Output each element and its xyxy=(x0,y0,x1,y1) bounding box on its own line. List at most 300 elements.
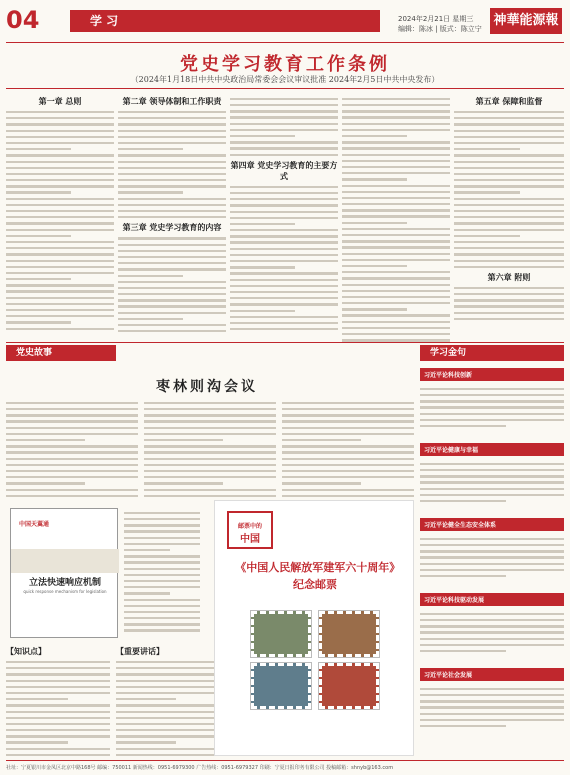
text-line xyxy=(124,586,200,588)
text-line xyxy=(6,711,110,713)
text-lines xyxy=(230,186,338,331)
text-line xyxy=(124,580,200,582)
article-col-2 xyxy=(118,94,226,342)
text-line xyxy=(230,322,338,324)
text-line xyxy=(6,253,114,255)
text-line xyxy=(124,561,200,563)
text-line xyxy=(230,129,338,131)
text-line xyxy=(118,111,226,113)
text-line xyxy=(6,470,138,472)
text-line xyxy=(124,530,200,532)
text-line xyxy=(454,148,520,150)
quote-text xyxy=(420,459,564,509)
book-cover-image xyxy=(10,508,118,638)
text-line xyxy=(144,470,276,472)
text-line xyxy=(118,154,226,156)
book-publisher: 中国天翼通 xyxy=(19,521,50,528)
chapter-2-heading: 第二章 领导体制和工作职责 xyxy=(122,96,222,106)
text-line xyxy=(342,333,450,335)
text-line xyxy=(454,130,564,132)
text-line xyxy=(454,167,564,169)
text-line xyxy=(118,148,183,150)
text-line xyxy=(420,631,564,633)
text-line xyxy=(124,629,200,631)
text-line xyxy=(116,717,216,719)
text-line xyxy=(342,209,450,211)
text-line xyxy=(6,427,138,429)
text-line xyxy=(342,253,450,255)
text-line xyxy=(6,489,138,491)
text-line xyxy=(230,116,338,118)
text-line xyxy=(118,130,226,132)
text-line xyxy=(282,408,414,410)
text-line xyxy=(454,204,564,206)
text-line xyxy=(116,741,176,743)
text-line xyxy=(230,110,338,112)
story-col-3 xyxy=(282,398,414,500)
text-line xyxy=(282,445,414,447)
text-line xyxy=(144,420,276,422)
text-line xyxy=(342,147,450,149)
text-line xyxy=(124,518,200,520)
date-line-1: 2024年2月21日 星期三 xyxy=(398,15,474,23)
text-line xyxy=(454,123,564,125)
text-line xyxy=(230,266,295,268)
text-line xyxy=(118,173,226,175)
text-line xyxy=(282,433,414,435)
text-line xyxy=(454,229,564,231)
book-subtitle: quick response mechanism for legislation xyxy=(23,589,107,594)
text-line xyxy=(454,154,564,156)
page-number: 04 xyxy=(6,6,40,34)
text-line xyxy=(420,500,506,502)
text-line xyxy=(454,216,564,218)
text-line xyxy=(116,680,216,682)
text-line xyxy=(454,235,520,237)
text-line xyxy=(124,617,200,619)
text-line xyxy=(6,216,114,218)
text-line xyxy=(342,296,450,298)
text-line xyxy=(116,667,216,669)
quotes-section-label: 学习金句 xyxy=(420,345,564,361)
text-line xyxy=(420,550,564,552)
text-line xyxy=(454,312,564,314)
text-line xyxy=(230,104,338,106)
text-line xyxy=(454,305,564,307)
text-line xyxy=(6,198,114,200)
text-line xyxy=(6,741,68,743)
text-line xyxy=(118,123,226,125)
quote-text xyxy=(420,384,564,434)
text-lines xyxy=(6,402,138,497)
mid-rule xyxy=(6,342,564,343)
text-line xyxy=(454,299,564,301)
text-line xyxy=(230,310,295,312)
text-line xyxy=(6,445,138,447)
text-line xyxy=(420,463,564,465)
text-line xyxy=(6,297,114,299)
text-line xyxy=(118,179,226,181)
text-line xyxy=(420,569,564,571)
text-line xyxy=(6,117,114,119)
text-line xyxy=(6,735,110,737)
title-rule xyxy=(6,88,564,89)
text-line xyxy=(6,686,110,688)
text-line xyxy=(342,160,450,162)
text-line xyxy=(230,254,338,256)
text-line xyxy=(342,271,450,273)
text-lines xyxy=(454,111,564,268)
text-line xyxy=(230,279,338,281)
text-line xyxy=(342,228,450,230)
text-line xyxy=(420,619,564,621)
text-line xyxy=(454,161,564,163)
text-line xyxy=(342,110,450,112)
text-line xyxy=(144,433,276,435)
text-line xyxy=(124,623,200,625)
text-line xyxy=(144,476,276,478)
text-lines xyxy=(420,538,564,577)
text-line xyxy=(420,700,564,702)
text-lines xyxy=(124,512,200,632)
text-line xyxy=(230,198,338,200)
text-line xyxy=(124,537,200,539)
text-line xyxy=(420,544,564,546)
text-line xyxy=(420,406,564,408)
text-line xyxy=(118,216,226,218)
text-line xyxy=(124,611,200,613)
text-line xyxy=(124,524,200,526)
text-line xyxy=(6,266,114,268)
text-line xyxy=(342,259,450,261)
text-line xyxy=(6,464,138,466)
text-line xyxy=(342,116,450,118)
text-line xyxy=(420,475,564,477)
text-line xyxy=(342,141,450,143)
quote-item xyxy=(420,668,564,734)
text-line xyxy=(6,235,71,237)
text-line xyxy=(342,265,407,267)
knowledge-heading: 【知识点】 xyxy=(6,646,46,656)
text-line xyxy=(282,458,414,460)
text-line xyxy=(144,482,223,484)
text-line xyxy=(6,476,138,478)
text-line xyxy=(116,698,176,700)
text-line xyxy=(144,464,276,466)
text-line xyxy=(342,284,450,286)
text-line xyxy=(342,129,450,131)
text-line xyxy=(118,185,226,187)
text-line xyxy=(118,256,226,258)
stamp-badge xyxy=(227,511,273,549)
quote-text xyxy=(420,534,564,584)
text-line xyxy=(6,723,110,725)
text-line xyxy=(6,272,114,274)
text-line xyxy=(420,400,564,402)
text-lines xyxy=(118,237,226,332)
chapter-6-heading: 第六章 附则 xyxy=(487,271,531,282)
text-line xyxy=(118,244,226,246)
text-line xyxy=(6,222,114,224)
text-line xyxy=(454,191,520,193)
text-line xyxy=(420,650,506,652)
text-line xyxy=(118,237,226,239)
text-lines xyxy=(116,661,216,756)
text-line xyxy=(454,241,564,243)
text-line xyxy=(230,186,338,188)
text-line xyxy=(420,625,564,627)
text-line xyxy=(6,495,138,497)
text-line xyxy=(118,250,226,252)
text-line xyxy=(282,476,414,478)
text-line xyxy=(6,167,114,169)
text-line xyxy=(342,246,450,248)
text-line xyxy=(124,568,200,570)
text-line xyxy=(342,215,450,217)
text-line xyxy=(230,223,295,225)
text-line xyxy=(342,290,450,292)
header-rule xyxy=(6,42,564,43)
text-line xyxy=(342,191,450,193)
text-line xyxy=(6,303,114,305)
text-line xyxy=(454,210,564,212)
text-lines xyxy=(6,661,110,756)
text-line xyxy=(230,235,338,237)
text-line xyxy=(282,464,414,466)
text-line xyxy=(282,427,414,429)
text-line xyxy=(342,321,450,323)
text-line xyxy=(420,469,564,471)
text-line xyxy=(420,419,564,421)
text-line xyxy=(282,470,414,472)
text-line xyxy=(230,229,338,231)
text-line xyxy=(342,308,407,310)
text-lines xyxy=(454,287,564,320)
brand-logo: 神華能源報 xyxy=(490,8,562,34)
text-line xyxy=(454,185,564,187)
quote-item xyxy=(420,518,564,584)
text-line xyxy=(6,229,114,231)
stamp-image-3 xyxy=(251,663,311,709)
text-lines xyxy=(230,98,338,156)
text-line xyxy=(116,729,216,731)
text-line xyxy=(230,211,338,213)
text-line xyxy=(118,268,226,270)
text-line xyxy=(6,748,110,750)
text-line xyxy=(342,166,450,168)
text-line xyxy=(6,142,114,144)
text-line xyxy=(6,661,110,663)
text-line xyxy=(342,222,407,224)
text-line xyxy=(420,413,564,415)
article-col-3 xyxy=(230,94,338,342)
text-line xyxy=(6,717,110,719)
text-line xyxy=(342,197,450,199)
story-section-label: 党史故事 xyxy=(6,345,116,361)
text-lines xyxy=(420,463,564,502)
text-line xyxy=(282,451,414,453)
quote-item xyxy=(420,443,564,509)
text-line xyxy=(124,574,200,576)
text-line xyxy=(118,210,226,212)
text-line xyxy=(6,458,138,460)
text-lines xyxy=(282,402,414,497)
text-line xyxy=(454,111,564,113)
text-line xyxy=(124,555,200,557)
text-line xyxy=(6,408,138,410)
text-line xyxy=(282,414,414,416)
text-line xyxy=(282,482,361,484)
text-line xyxy=(6,260,114,262)
text-line xyxy=(6,284,114,286)
text-line xyxy=(118,318,183,320)
text-line xyxy=(342,172,450,174)
text-line xyxy=(6,290,114,292)
story-col-1 xyxy=(6,398,138,500)
text-line xyxy=(6,154,114,156)
text-lines xyxy=(342,98,450,342)
text-line xyxy=(118,324,226,326)
text-line xyxy=(6,130,114,132)
quote-item xyxy=(420,368,564,434)
stamp-title: 《中国人民解放军建军六十周年》纪念邮票 xyxy=(235,561,395,591)
text-line xyxy=(6,204,114,206)
text-line xyxy=(230,135,295,137)
text-line xyxy=(454,117,564,119)
text-line xyxy=(454,253,564,255)
text-line xyxy=(124,605,200,607)
text-line xyxy=(124,543,200,545)
text-line xyxy=(6,111,114,113)
text-line xyxy=(124,512,200,514)
text-line xyxy=(454,179,564,181)
text-line xyxy=(6,667,110,669)
text-line xyxy=(6,482,85,484)
chapter-5-heading: 第五章 保障和监督 xyxy=(475,96,543,106)
date-line-2: 编辑：陈冰 | 版式：陈立宁 xyxy=(398,25,482,33)
text-line xyxy=(454,318,564,320)
text-line xyxy=(144,439,223,441)
text-line xyxy=(6,754,110,756)
text-line xyxy=(230,98,338,100)
text-line xyxy=(230,328,338,330)
text-line xyxy=(420,481,564,483)
main-title: 党史学习教育工作条例 xyxy=(180,54,390,75)
text-line xyxy=(454,247,564,249)
quote-heading: 习近平论健康与幸福 xyxy=(420,443,564,456)
text-line xyxy=(282,495,414,497)
text-line xyxy=(6,439,85,441)
text-line xyxy=(118,330,226,332)
text-line xyxy=(230,260,338,262)
text-line xyxy=(342,240,450,242)
text-line xyxy=(6,309,114,311)
text-line xyxy=(342,104,450,106)
text-line xyxy=(118,142,226,144)
text-line xyxy=(118,293,226,295)
text-line xyxy=(454,198,564,200)
text-line xyxy=(118,117,226,119)
text-line xyxy=(118,287,226,289)
text-line xyxy=(6,179,114,181)
page-header xyxy=(0,0,570,44)
text-line xyxy=(230,192,338,194)
text-line xyxy=(118,281,226,283)
text-line xyxy=(342,277,450,279)
text-line xyxy=(6,680,110,682)
text-line xyxy=(454,173,564,175)
text-line xyxy=(116,723,216,725)
text-line xyxy=(230,297,338,299)
text-line xyxy=(6,698,68,700)
text-line xyxy=(342,234,450,236)
text-line xyxy=(282,420,414,422)
text-line xyxy=(420,688,564,690)
text-line xyxy=(6,161,114,163)
text-line xyxy=(6,328,114,330)
chapter-3-heading: 第三章 党史学习教育的内容 xyxy=(122,222,222,233)
text-line xyxy=(116,692,216,694)
article-col-4 xyxy=(342,94,450,342)
text-line xyxy=(454,136,564,138)
text-lines xyxy=(420,688,564,727)
text-line xyxy=(6,191,71,193)
stamp-image-4 xyxy=(319,663,379,709)
text-line xyxy=(118,161,226,163)
text-line xyxy=(420,694,564,696)
text-line xyxy=(454,142,564,144)
text-line xyxy=(6,148,71,150)
text-line xyxy=(230,141,338,143)
text-line xyxy=(144,414,276,416)
text-line xyxy=(118,136,226,138)
text-line xyxy=(144,458,276,460)
text-line xyxy=(342,203,450,205)
reading-box xyxy=(116,644,216,756)
text-line xyxy=(230,204,338,206)
text-line xyxy=(144,402,276,404)
text-line xyxy=(420,538,564,540)
text-line xyxy=(6,420,138,422)
text-line xyxy=(342,302,450,304)
text-line xyxy=(116,661,216,663)
text-line xyxy=(230,123,338,125)
text-line xyxy=(420,425,506,427)
text-line xyxy=(230,272,338,274)
text-line xyxy=(118,275,183,277)
text-line xyxy=(144,427,276,429)
text-line xyxy=(6,414,138,416)
text-line xyxy=(6,247,114,249)
text-line xyxy=(6,173,114,175)
text-line xyxy=(230,291,338,293)
quote-item xyxy=(420,593,564,659)
text-line xyxy=(454,260,564,262)
text-line xyxy=(230,241,338,243)
text-line xyxy=(420,706,564,708)
text-line xyxy=(116,686,216,688)
text-line xyxy=(420,638,564,640)
text-lines xyxy=(144,402,276,497)
quote-text xyxy=(420,609,564,659)
text-line xyxy=(118,198,226,200)
text-line xyxy=(420,388,564,390)
text-line xyxy=(420,488,564,490)
text-line xyxy=(420,713,564,715)
text-line xyxy=(144,445,276,447)
text-line xyxy=(420,563,564,565)
text-line xyxy=(124,549,170,551)
